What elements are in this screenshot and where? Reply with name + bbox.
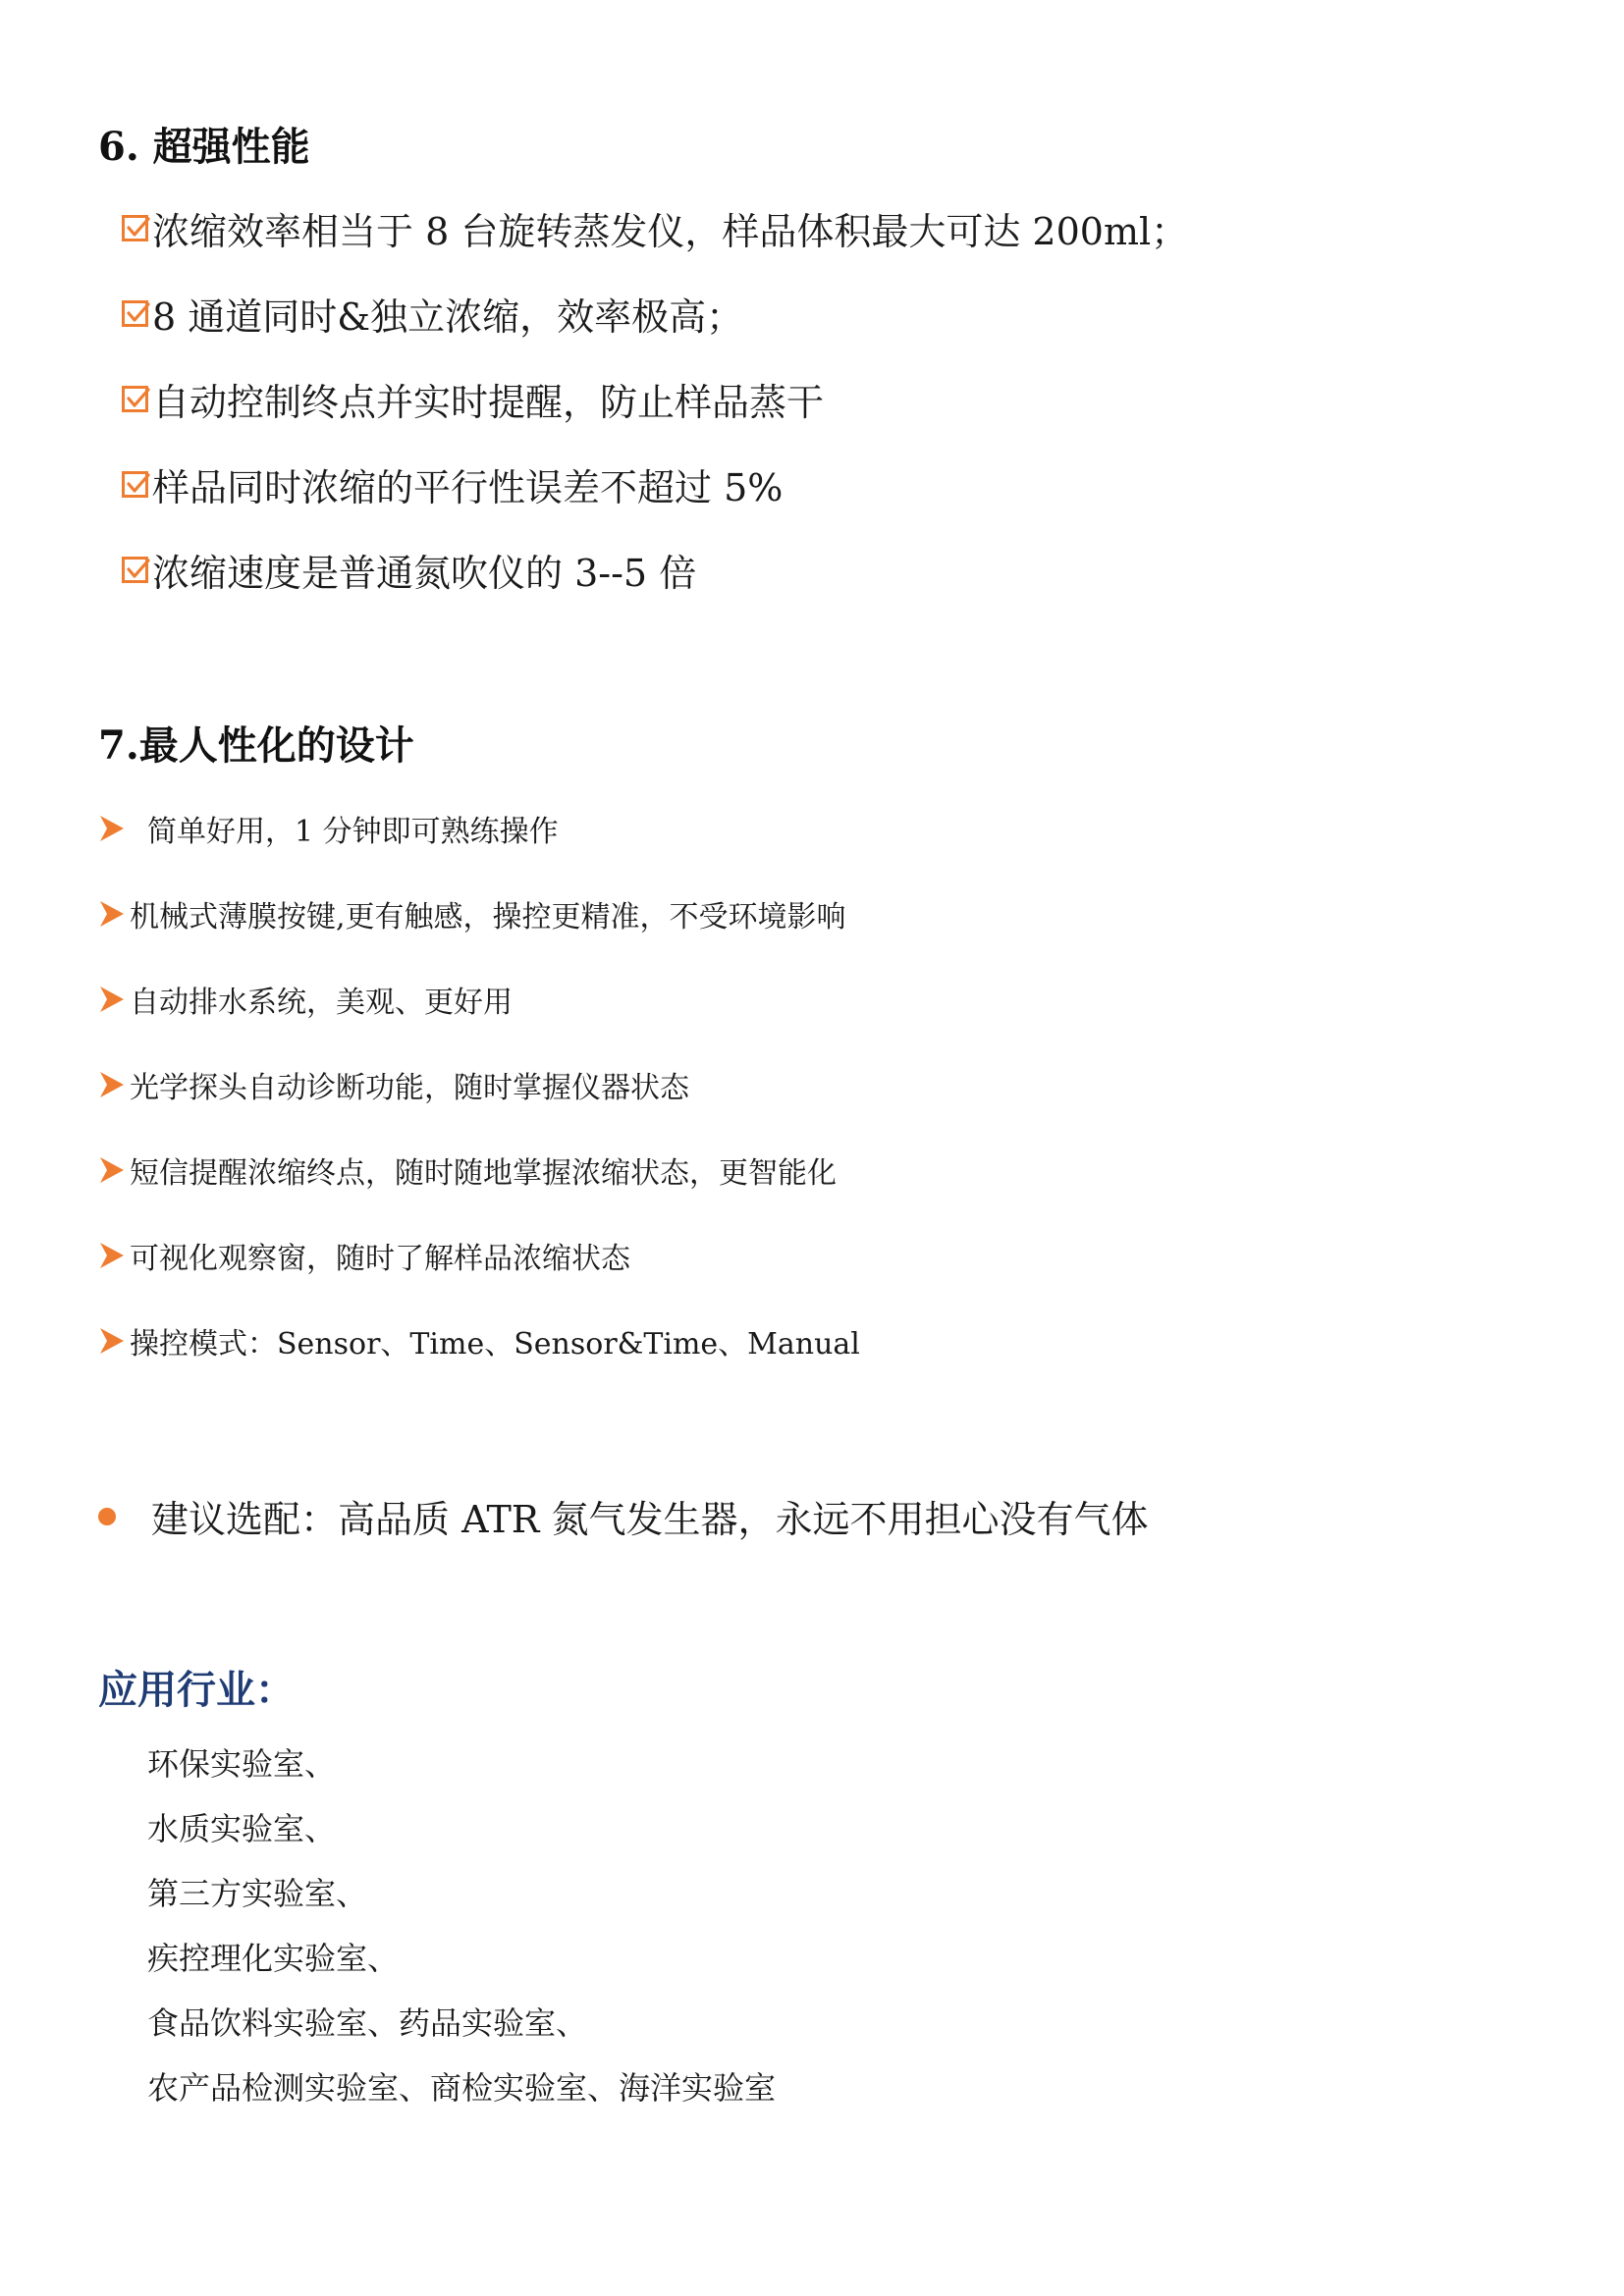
design-item <box>98 807 559 850</box>
arrow-bullet-icon <box>98 814 126 843</box>
design-item <box>98 978 513 1021</box>
design-item <box>98 1063 689 1106</box>
checkbox-checked-icon <box>122 386 148 412</box>
arrow-bullet-icon <box>98 1326 126 1356</box>
perf-item <box>122 372 824 426</box>
perf-item-text: 自动控制终点并实时提醒，防止样品蒸干 <box>152 381 825 424</box>
checkbox-checked-icon <box>122 300 148 327</box>
perf-item-text: 浓缩效率相当于 8 台旋转蒸发仪，样品体积最大可达 200ml； <box>152 210 1189 253</box>
industry-item: 农产品检测实验室、商检实验室、海洋实验室 <box>147 2069 777 2107</box>
section-7-title: 7.最人性化的设计 <box>98 722 414 769</box>
dot-bullet-icon <box>98 1508 116 1525</box>
checkbox-checked-icon <box>122 215 148 241</box>
perf-item <box>122 287 743 341</box>
industry-item: 水质实验室、 <box>147 1810 337 1847</box>
design-item <box>98 1319 860 1362</box>
design-item-text: 光学探头自动诊断功能，随时掌握仪器状态 <box>130 1071 689 1105</box>
industry-item: 食品饮料实验室、药品实验室、 <box>147 2004 588 2042</box>
perf-item <box>122 201 1188 255</box>
design-item-text: 可视化观察窗，随时了解样品浓缩状态 <box>130 1242 630 1276</box>
perf-item <box>122 457 783 511</box>
industry-item: 疾控理化实验室、 <box>147 1940 400 1977</box>
perf-item-text: 8 通道同时&独立浓缩，效率极高； <box>152 295 744 339</box>
design-item-text: 操控模式：Sensor、Time、Sensor&Time、Manual <box>130 1327 860 1362</box>
checkbox-checked-icon <box>122 471 148 498</box>
design-item-text: 短信提醒浓缩终点，随时随地掌握浓缩状态，更智能化 <box>130 1156 837 1191</box>
arrow-bullet-icon <box>98 1241 126 1270</box>
design-item-text: 机械式薄膜按键,更有触感，操控更精准，不受环境影响 <box>130 900 846 934</box>
applications-title: 应用行业： <box>98 1667 295 1713</box>
arrow-bullet-icon <box>98 1155 126 1185</box>
arrow-bullet-icon <box>98 1070 126 1099</box>
suggestion <box>98 1489 1148 1543</box>
perf-item-text: 样品同时浓缩的平行性误差不超过 5% <box>152 466 784 509</box>
industry-item: 环保实验室、 <box>147 1745 337 1783</box>
arrow-bullet-icon <box>98 899 126 929</box>
design-item <box>98 892 846 935</box>
design-item-text: 简单好用，1 分钟即可熟练操作 <box>147 815 559 849</box>
checkbox-checked-icon <box>122 557 148 583</box>
suggestion-text: 建议选配：高品质 ATR 氮气发生器，永远不用担心没有气体 <box>151 1498 1149 1541</box>
perf-item-text: 浓缩速度是普通氮吹仪的 3--5 倍 <box>152 552 697 595</box>
design-item-text: 自动排水系统，美观、更好用 <box>130 986 513 1020</box>
perf-item <box>122 543 696 597</box>
section-6-title: 6. 超强性能 <box>98 124 310 170</box>
design-item <box>98 1234 630 1277</box>
arrow-bullet-icon <box>98 985 126 1014</box>
design-item <box>98 1148 837 1192</box>
industry-item: 第三方实验室、 <box>147 1875 368 1912</box>
